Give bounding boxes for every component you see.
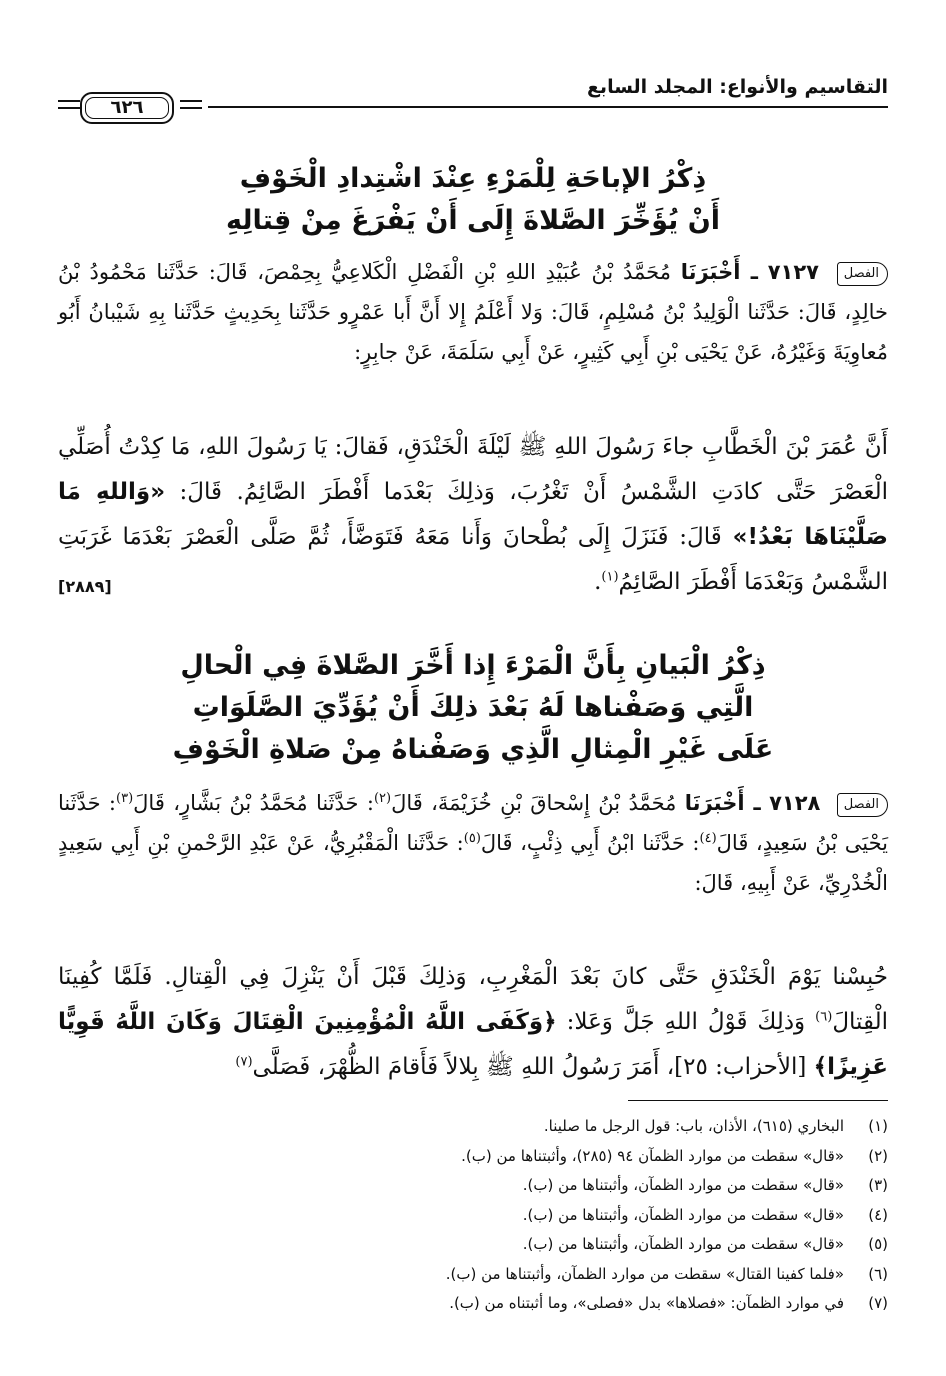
- footnote-marker: (٧): [235, 1054, 253, 1070]
- footnote: [58, 1171, 888, 1201]
- akhbarana: ـ أَخْبَرَنَا: [684, 791, 761, 815]
- chapter-heading-line: الَّتِي وَصَفْناها لَهُ بَعْدَ ذلِكَ أَنْ يُؤَدِّيَ الصَّلَوَاتِ: [192, 692, 754, 723]
- footnote-number: (٢): [868, 1146, 888, 1165]
- hadith-number: ٧١٢٨: [769, 791, 821, 815]
- footnote-marker: (٦): [815, 1009, 833, 1025]
- footnote: [58, 1142, 888, 1172]
- matn-text: قَالَ: فَنَزَلَ إِلَى بُطْحانَ وَأَنا مَعَهُ فَتَوَضَّأَ، ثُمَّ صَلَّى الْعَصْرَ بَعْدَمَا غَرَبَتِ الشَّمْسُ وَبَعْدَمَا أَفْطَرَ الصَّائِمُ: [58, 524, 888, 595]
- footnote: [58, 1201, 888, 1231]
- chapter-heading-line: ذِكْرُ الْبَيانِ بِأَنَّ الْمَرْءَ إِذا أَخَّرَ الصَّلاةَ فِي الْحالِ: [180, 650, 766, 681]
- fasl-badge: الفصل: [837, 262, 888, 286]
- footnote-marker: (٢): [373, 791, 392, 806]
- fasl-badge: الفصل: [837, 793, 888, 817]
- matn-end: .: [594, 569, 602, 595]
- footnote-text: «قال» سقطت من موارد الظمآن ٩٤ (٢٨٥)، وأثبتناها من (ب).: [461, 1146, 844, 1165]
- isnad-text: مُحَمَّدُ بْنُ إِسْحاقَ بْنِ خُزَيْمَةَ، قَالَ: [391, 791, 677, 815]
- chapter-heading-line: عَلَى غَيْرِ الْمِثالِ الَّذِي وَصَفْناهُ مِنْ صَلاةِ الْخَوْفِ: [172, 734, 774, 765]
- footnote-text: «فلما كفينا القتال» سقطت من موارد الظمآن، وأثبتناها من (ب).: [445, 1264, 844, 1283]
- footnote-number: (١): [868, 1117, 888, 1135]
- book-page: [58, 70, 888, 1320]
- footnote-text: «قال» سقطت من موارد الظمآن، وأثبتناها من (ب).: [522, 1205, 844, 1224]
- isnad-text: : حَدَّثَنا يَحْيَى بْنُ سَعِيدٍ، قَالَ: [58, 791, 888, 855]
- footnote-number: (٣): [868, 1176, 888, 1194]
- footnote-marker: (٣): [116, 791, 134, 806]
- chapter-heading-line: أَنْ يُؤَخِّرَ الصَّلاةَ إِلَى أَنْ يَفْرَغَ مِنْ قِتالِهِ: [225, 205, 721, 236]
- hadith-number: ٧١٢٧: [767, 260, 819, 284]
- page-header: [58, 70, 888, 120]
- chapter-heading-2: [58, 645, 888, 771]
- page-number: ٦٢٦: [80, 92, 174, 124]
- footnotes: [58, 1112, 888, 1319]
- matn-text: أَنَّ عُمَرَ بْنَ الْخَطَّابِ جاءَ رَسُولَ اللهِ ﷺ لَيْلَةَ الْخَنْدَقِ، فَقالَ: يَا رَسُولَ اللهِ، مَا كِدْتُ أُصَلِّي الْعَصْرَ حَتَّى كادَتِ الشَّمْسُ أَنْ تَغْرُبَ، وَذلِكَ بَعْدَما أَفْطَرَ الصَّائِمُ. قَالَ:: [58, 434, 888, 505]
- footnote-separator: [628, 1100, 888, 1101]
- chapter-heading-line: ذِكْرُ الإباحَةِ لِلْمَرْءِ عِنْدَ اشْتِدادِ الْخَوْفِ: [239, 163, 707, 194]
- footnote-marker: (١): [601, 569, 619, 585]
- footnote-number: (٦): [868, 1264, 888, 1283]
- footnote-text: «قال» سقطت من موارد الظمآن، وأثبتناها من (ب).: [522, 1176, 844, 1194]
- matn-text: ، أَمَرَ رَسُولُ اللهِ ﷺ بِلالاً فَأَقامَ الظُّهْرَ، فَصَلَّى: [252, 1054, 675, 1080]
- chapter-heading-1: [58, 158, 888, 242]
- matn-text: وَذلِكَ قَوْلُ اللهِ جَلَّ وَعَلا:: [566, 1009, 806, 1035]
- isnad-text: : حَدَّثَنا مُحَمَّدُ بْنُ بَشَّارٍ، قَالَ: [133, 791, 374, 815]
- akhbarana: ـ أَخْبَرَنَا: [680, 260, 758, 284]
- footnote: [58, 1260, 888, 1290]
- hadith-isnad-7127: [58, 252, 888, 372]
- footnote-number: (٥): [868, 1235, 888, 1253]
- footnote-text: البخاري (٦١٥)، الأذان، باب: قول الرجل ما صلينا.: [543, 1117, 844, 1135]
- ornament-line-left: [58, 100, 80, 109]
- isnad-text: : حَدَّثَنا الْمَقْبُرِيُّ، عَنْ عَبْدِ الرَّحْمنِ بْنِ أَبِي سَعِيدٍ الْخُدْرِيِّ، عَنْ أَبِيهِ، قَالَ:: [58, 831, 888, 895]
- hadith-matn-7127: [58, 425, 888, 609]
- hadith-matn-7128: [58, 955, 888, 1090]
- isnad-text: مُحَمَّدُ بْنُ عُبَيْدِ اللهِ بْنِ الْفَضْلِ الْكَلاعِيُّ بِحِمْصَ، قَالَ: حَدَّثَنا مَحْمُودُ بْنُ خالِدٍ، قَالَ: حَدَّثَنا الْوَلِيدُ بْنُ مُسْلِمٍ، قَالَ: وَلا أَعْلَمُ إِلا أَنَّ أَبا عَمْرٍو حَدَّثَنا بِحَدِيثٍ حَدَّثَنا بِهِ شَيْبانُ أَبُو مُعاوِيَةَ وَغَيْرُهُ، عَنْ يَحْيَى بْنِ أَبِي كَثِيرٍ، عَنْ أَبِي سَلَمَةَ، عَنْ جابِرٍ:: [58, 260, 888, 364]
- footnote: [58, 1289, 888, 1319]
- isnad-text: : حَدَّثَنا ابْنُ أَبِي ذِئْبٍ، قَالَ: [480, 831, 700, 855]
- page-number-frame: [58, 86, 208, 126]
- matn-text: حُبِسْنا يَوْمَ الْخَنْدَقِ حَتَّى كانَ بَعْدَ الْمَغْرِبِ، وَذلِكَ قَبْلَ أَنْ يَنْزِلَ فِي الْقِتالِ. فَلَمَّا كُفِينَا الْقِتالَ: [58, 964, 889, 1035]
- footnote-number: (٤): [868, 1205, 888, 1224]
- footnote-marker: (٥): [463, 831, 481, 846]
- footnote-number: (٧): [868, 1294, 888, 1312]
- footnote-marker: (٤): [699, 831, 717, 846]
- prophet-quote: «وَاللهِ مَا صَلَّيْنَاهَا بَعْدُ!»: [58, 479, 889, 550]
- hadith-isnad-7128: [58, 783, 888, 903]
- footnote-text: «قال» سقطت من موارد الظمآن، وأثبتناها من (ب).: [522, 1235, 844, 1253]
- surah-reference: [الأحزاب: ٢٥]: [674, 1054, 807, 1080]
- running-title: التقاسيم والأنواع: المجلد السابع: [586, 76, 888, 98]
- quran-verse: ﴿وَكَفَى اللَّهُ الْمُؤْمِنِينَ الْقِتَالَ وَكَانَ اللَّهُ قَوِيًّا عَزِيزًا﴾: [58, 1009, 888, 1080]
- footnote-text: في موارد الظمآن: «فصلاها» بدل «فصلى»، وما أثبتناه من (ب).: [449, 1294, 844, 1312]
- footnote: [58, 1230, 888, 1260]
- ornament-line-right: [180, 100, 202, 109]
- footnote: [58, 1112, 888, 1142]
- cross-reference: [٢٨٨٩]: [58, 577, 112, 596]
